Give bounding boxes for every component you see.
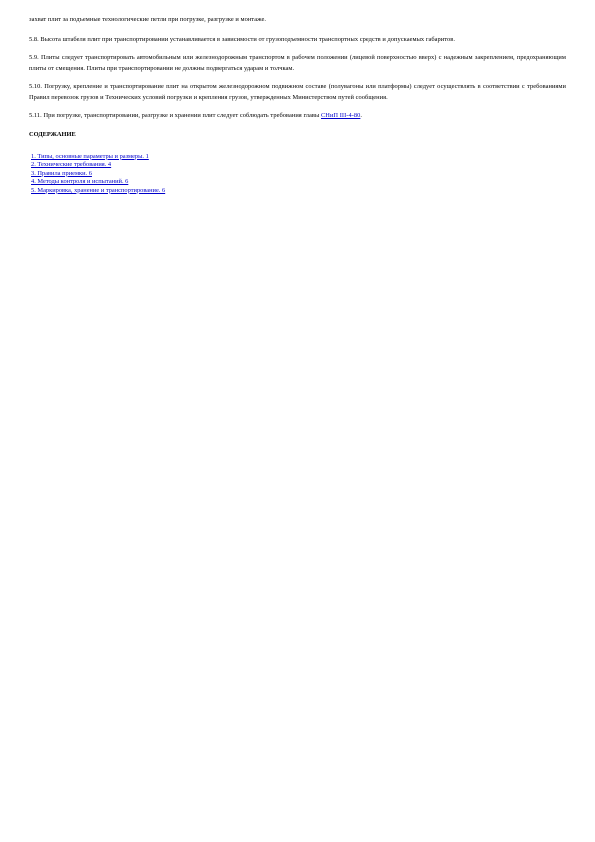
paragraph-5-8: 5.8. Высота штабеля плит при транспортировании устанавливается в зависимости от грузоподъемности транспортных средств и допускаемых габаритов. [29, 35, 455, 43]
toc-item-4 [31, 178, 566, 187]
toc-list [29, 153, 566, 196]
paragraph-5-7-continuation: захват плит за подъемные технологические петли при погрузке, разгрузке и монтаже. [29, 16, 267, 23]
paragraph-5-9: 5.9. Плиты следует транспортировать автомобильным или железнодорожным транспортом в рабочем положении (лицевой поверхностью вверх) с надежным закреплением, предохраняющим плиты от смещения. Плиты при транспортировании не должны подвергаться ударам и толчкам. [29, 54, 566, 72]
toc-item-2 [31, 161, 566, 170]
snip-reference-link[interactable]: СНиП III-4-80 [320, 112, 361, 119]
toc-item-1 [31, 153, 566, 162]
paragraph-5-11-text: 5.11. При погрузке, транспортировании, разгрузке и хранении плит следует соблюдать требования главы [29, 112, 321, 119]
document-page [29, 15, 566, 195]
toc-heading: СОДЕРЖАНИЕ [29, 130, 76, 138]
toc-link-2[interactable]: 2. Технические требования. 4 [31, 161, 112, 168]
toc-link-1[interactable]: 1. Типы, основные параметры и размеры. 1 [31, 152, 149, 160]
toc-link-4[interactable]: 4. Методы контроля и испытаний. 6 [31, 178, 129, 185]
toc-item-5 [31, 187, 566, 196]
toc-link-3[interactable]: 3. Правила приемки. 6 [31, 169, 92, 177]
toc-link-5[interactable]: 5. Маркировка, хранение и транспортирование. 6 [31, 186, 166, 194]
toc-item-3 [31, 170, 566, 179]
paragraph-5-11 [29, 111, 566, 122]
paragraph-5-11-end: . [360, 112, 363, 119]
paragraph-5-10: 5.10. Погрузку, крепление и транспортирование плит на открытом железнодорожном подвижном составе (полувагоны или платформы) следует осуществлять в соответствии с требованиями Правил перевозок грузов и Технических условий погрузки и крепления грузов, утвержденных Министерством путей сообщения. [29, 83, 566, 101]
